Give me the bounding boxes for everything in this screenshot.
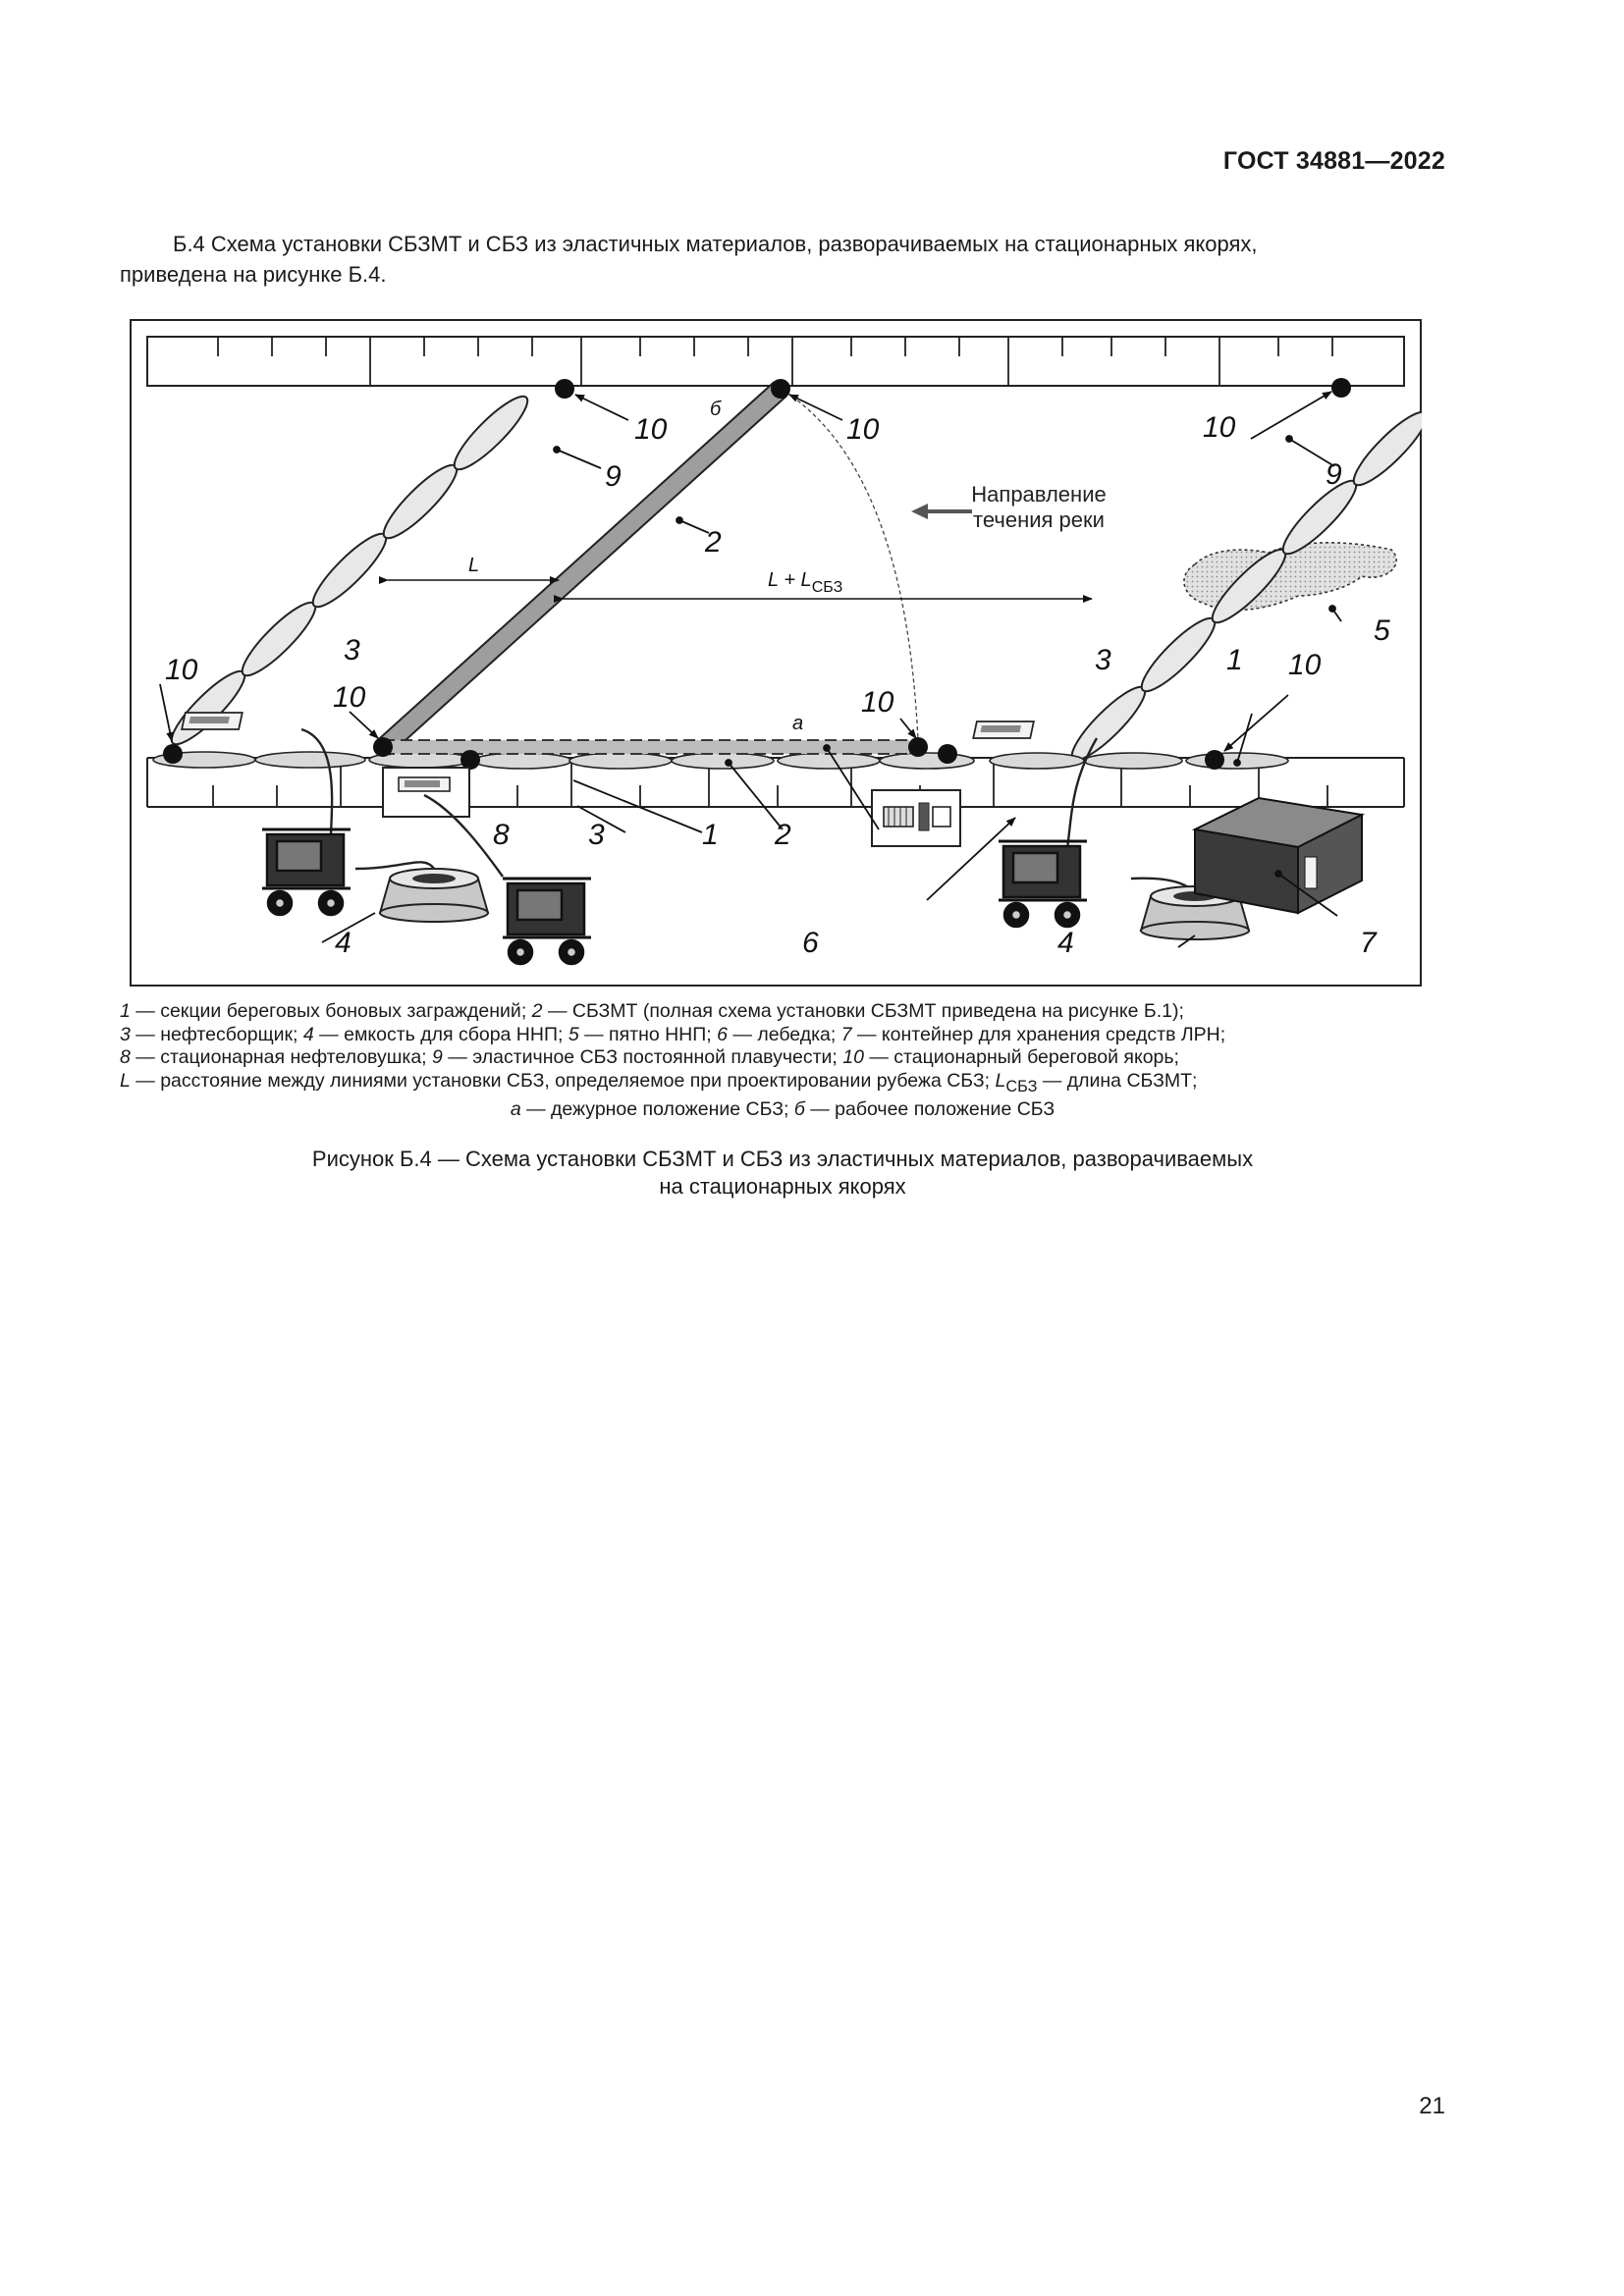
skimmer-left — [182, 713, 243, 729]
legend-text: — стационарная нефтеловушка; — [130, 1046, 433, 1068]
stationary-oil-trap — [383, 768, 469, 817]
intro-line-1: Б.4 Схема установки СБЗМТ и СБЗ из эластичных материалов, разворачиваемых на стационарных якорях, — [173, 232, 1258, 256]
legend-key: 2 — [531, 1000, 543, 1022]
skimmer-right — [973, 721, 1034, 738]
figure-diagram — [130, 319, 1422, 987]
legend-text: — нефтесборщик; — [130, 1023, 303, 1045]
anchor-point — [771, 379, 790, 399]
figure-b4 — [130, 319, 1422, 987]
flow-direction-line-2: течения реки — [973, 507, 1105, 532]
label-sbzmt: 2 — [775, 819, 791, 851]
label-shore-boom: 1 — [702, 819, 719, 851]
label-anchor: 10 — [333, 681, 366, 714]
label-distance-L-plus-main: L + L — [768, 569, 812, 591]
legend-key: 3 — [120, 1023, 131, 1045]
label-anchor: 10 — [634, 413, 668, 446]
anchor-point — [163, 744, 183, 764]
label-winch: 6 — [802, 927, 819, 959]
label-sbzmt: 2 — [705, 526, 722, 559]
legend-line-1 — [120, 1000, 1445, 1024]
label-skimmer: 3 — [588, 819, 605, 851]
label-tank: 4 — [335, 927, 352, 959]
legend-key: 7 — [840, 1023, 852, 1045]
legend-text: — СБЗМТ (полная схема установки СБЗМТ приведена на рисунке Б.1); — [542, 1000, 1184, 1022]
label-duty-position: а — [792, 713, 804, 734]
legend-key: L — [120, 1069, 131, 1092]
legend-text: — дежурное положение СБЗ; — [520, 1097, 794, 1120]
label-tank: 4 — [1057, 927, 1074, 959]
label-anchor: 10 — [861, 686, 894, 719]
legend-text: — стационарный береговой якорь; — [863, 1046, 1179, 1068]
page-number: 21 — [1419, 2093, 1445, 2119]
label-shore-boom: 1 — [1226, 644, 1243, 676]
label-elastic-boom: 9 — [1326, 458, 1342, 491]
standard-number: ГОСТ 34881—2022 — [1222, 147, 1445, 175]
legend-key: 5 — [568, 1023, 579, 1045]
legend-subscript: СБЗ — [1005, 1077, 1038, 1095]
legend-text: — длина СБЗМТ; — [1037, 1069, 1198, 1092]
intro-line-2: приведена на рисунке Б.4. — [120, 262, 387, 287]
caption-line-2: на стационарных якорях — [659, 1174, 906, 1199]
anchor-point — [938, 744, 957, 764]
legend-key: 4 — [302, 1023, 314, 1045]
anchor-point — [908, 737, 928, 757]
legend-key: 6 — [717, 1023, 728, 1045]
label-working-position: б — [710, 399, 722, 420]
legend-text: — пятно ННП; — [578, 1023, 718, 1045]
label-skimmer: 3 — [344, 634, 360, 667]
legend-text: — секции береговых боновых заграждений; — [130, 1000, 532, 1022]
legend-line-2 — [120, 1024, 1445, 1047]
legend-text: — емкость для сбора ННП; — [313, 1023, 568, 1045]
legend-key: 9 — [432, 1046, 443, 1068]
label-container: 7 — [1360, 927, 1377, 959]
legend-key: б — [793, 1097, 805, 1120]
legend-text: — рабочее положение СБЗ — [804, 1097, 1056, 1120]
intro-paragraph — [120, 229, 1445, 290]
label-distance-subscript: СБЗ — [811, 579, 843, 596]
label-anchor: 10 — [846, 413, 880, 446]
label-oil-spot: 5 — [1374, 614, 1390, 647]
legend-text: — эластичное СБЗ постоянной плавучести; — [442, 1046, 843, 1068]
legend-key: 10 — [842, 1046, 864, 1068]
legend-line-5 — [120, 1098, 1445, 1122]
label-anchor: 10 — [1288, 649, 1322, 681]
legend-key: 1 — [120, 1000, 131, 1022]
label-elastic-boom: 9 — [605, 460, 622, 493]
figure-caption — [120, 1146, 1445, 1201]
legend-text: — лебедка; — [727, 1023, 841, 1045]
legend-key: а — [510, 1097, 521, 1120]
flow-direction-line-1: Направление — [971, 482, 1107, 507]
figure-legend — [120, 1000, 1445, 1121]
label-skimmer: 3 — [1095, 644, 1111, 676]
anchor-point — [1331, 378, 1351, 398]
legend-text: — контейнер для хранения средств ЛРН; — [851, 1023, 1226, 1045]
legend-line-4 — [120, 1070, 1445, 1098]
winch — [872, 790, 960, 846]
anchor-point — [373, 737, 393, 757]
collection-tank-left — [380, 869, 488, 922]
label-anchor: 10 — [165, 654, 198, 686]
anchor-point — [1205, 750, 1224, 770]
anchor-point — [555, 379, 574, 399]
caption-line-1: Рисунок Б.4 — Схема установки СБЗМТ и СБЗ из эластичных материалов, разворачиваемых — [311, 1147, 1254, 1171]
legend-key: L — [995, 1069, 1006, 1092]
label-oil-trap: 8 — [493, 819, 510, 851]
label-distance-L: L — [468, 555, 480, 576]
legend-line-3 — [120, 1046, 1445, 1070]
legend-key: 8 — [120, 1046, 131, 1068]
label-anchor: 10 — [1203, 411, 1236, 444]
legend-text: — расстояние между линиями установки СБЗ, определяемое при проектировании рубежа СБЗ; — [130, 1069, 996, 1092]
